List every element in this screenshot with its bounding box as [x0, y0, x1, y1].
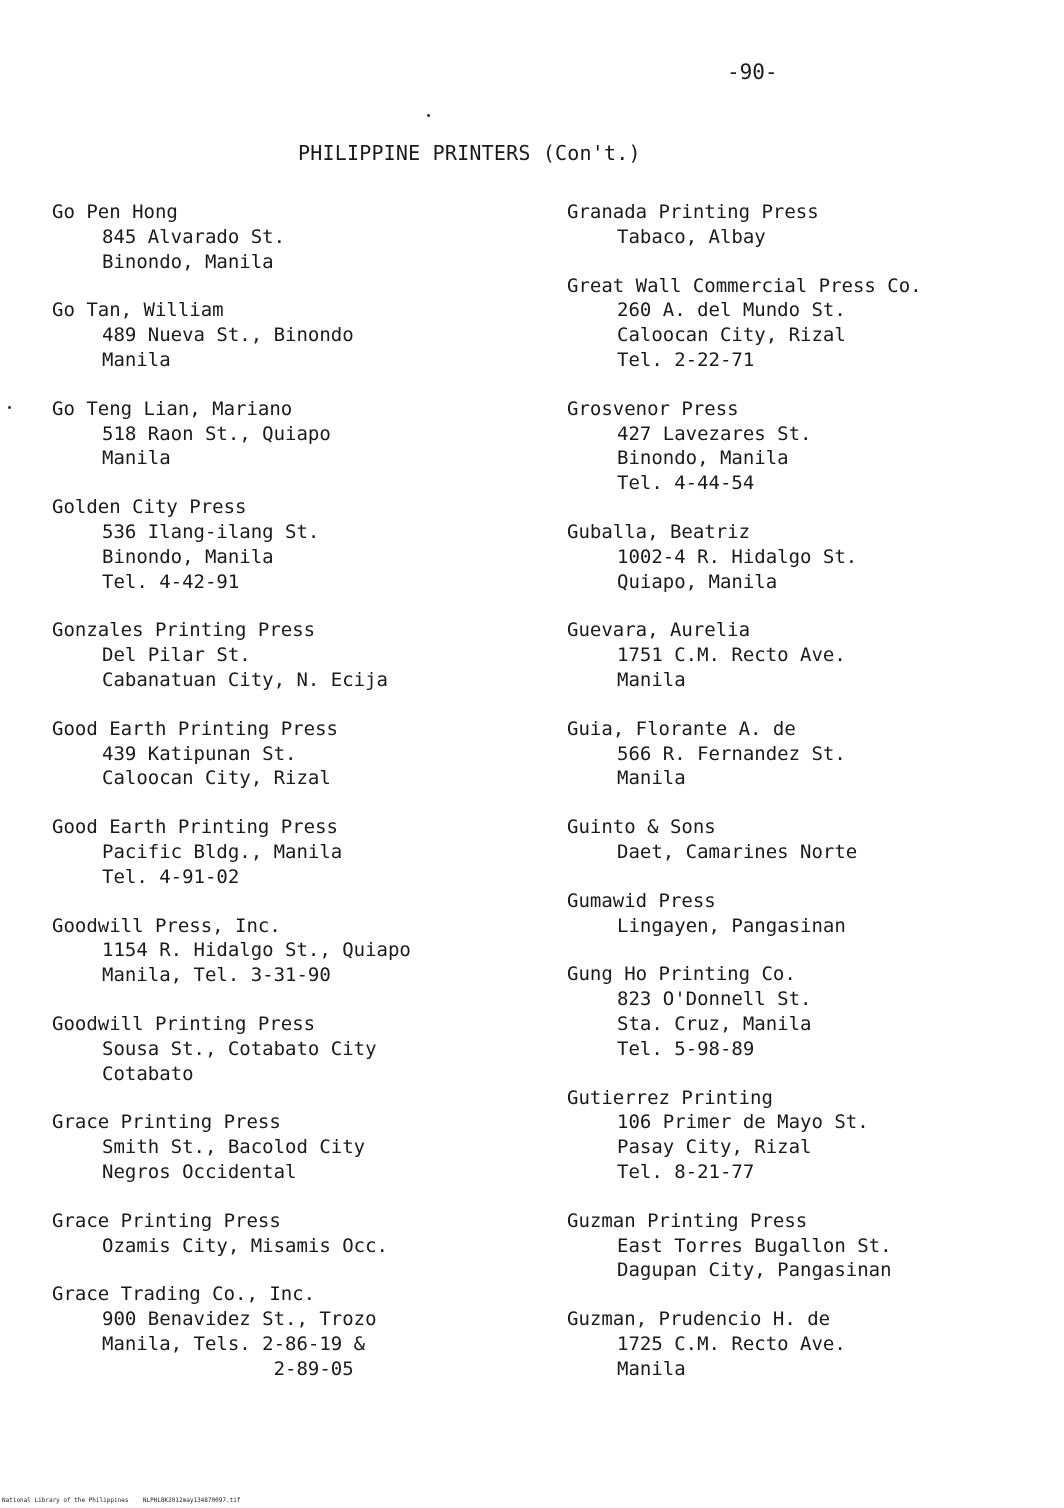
directory-entry [567, 962, 1037, 1061]
entry-address-line: 900 Benavidez St., Trozo [102, 1308, 377, 1331]
entry-address-line: Daet, Camarines Norte [617, 840, 858, 863]
entry-address-line: 260 A. del Mundo St. [617, 299, 846, 322]
left-column [52, 200, 502, 1405]
entry-name: Good Earth Printing Press [52, 816, 338, 839]
directory-entry [52, 1110, 502, 1184]
entry-address-line: 1725 C.M. Recto Ave. [617, 1332, 846, 1355]
entry-address-line: 2-89-05 [102, 1357, 354, 1380]
entry-address-line: Binondo, Manila [102, 545, 274, 568]
entry-name: Gutierrez Printing [567, 1086, 773, 1109]
entry-address-line: Tel. 4-91-02 [102, 865, 240, 888]
entry-address-line: Tel. 5-98-89 [617, 1037, 755, 1060]
directory-entry [52, 815, 502, 889]
entry-address-line: Manila [617, 1357, 686, 1380]
entry-name: Guinto & Sons [567, 816, 716, 839]
directory-entry [567, 1086, 1037, 1185]
entry-address-line: Binondo, Manila [617, 447, 789, 470]
entry-address-line: Caloocan City, Rizal [102, 767, 331, 790]
entry-name: Gumawid Press [567, 889, 716, 912]
entry-address-line: 427 Lavezares St. [617, 422, 812, 445]
entry-address-line: Manila, Tel. 3-31-90 [102, 964, 331, 987]
directory-entry [52, 298, 502, 372]
directory-entry [567, 200, 1037, 250]
entry-name: Goodwill Press, Inc. [52, 914, 281, 937]
entry-name: Gonzales Printing Press [52, 619, 316, 642]
entry-address-line: Negros Occidental [102, 1160, 297, 1183]
entry-address-line: Binondo, Manila [102, 250, 274, 273]
entry-address-line: 1154 R. Hidalgo St., Quiapo [102, 939, 411, 962]
entry-name: Guevara, Aurelia [567, 619, 751, 642]
entry-name: Grace Printing Press [52, 1209, 281, 1232]
directory-entry [567, 815, 1037, 865]
directory-entry [52, 200, 502, 274]
scan-speck [427, 114, 430, 117]
entry-address-line: 106 Primer de Mayo St. [617, 1111, 869, 1134]
entry-address-line: 489 Nueva St., Binondo [102, 324, 354, 347]
directory-entry [567, 397, 1037, 496]
entry-address-line: Lingayen, Pangasinan [617, 914, 846, 937]
entry-address-line: 823 O'Donnell St. [617, 988, 812, 1011]
entry-address-line: Manila [102, 348, 171, 371]
entry-address-line: Manila, Tels. 2-86-19 & [102, 1332, 366, 1355]
scan-speck [8, 406, 11, 409]
page-title: PHILIPPINE PRINTERS (Con't.) [298, 141, 641, 165]
entry-name: Grace Trading Co., Inc. [52, 1283, 316, 1306]
directory-entry [567, 1307, 1037, 1381]
directory-entry [52, 1012, 502, 1086]
entry-name: Golden City Press [52, 496, 247, 519]
entry-name: Granada Printing Press [567, 201, 819, 223]
directory-entry [567, 274, 1037, 373]
entry-address-line: Cotabato [102, 1062, 194, 1085]
entry-name: Guia, Florante A. de [567, 717, 796, 740]
entry-name: Guballa, Beatriz [567, 520, 751, 543]
entry-address-line: Tabaco, Albay [617, 225, 766, 248]
directory-entry [52, 397, 502, 471]
directory-entry [567, 717, 1037, 791]
directory-entry [567, 618, 1037, 692]
entry-address-line: 439 Katipunan St. [102, 742, 297, 765]
directory-entry [52, 717, 502, 791]
entry-address-line: Sousa St., Cotabato City [102, 1037, 377, 1060]
entry-address-line: Dagupan City, Pangasinan [617, 1259, 892, 1282]
entry-address-line: Manila [617, 767, 686, 790]
entry-address-line: 536 Ilang-ilang St. [102, 520, 320, 543]
entry-name: Grosvenor Press [567, 397, 739, 420]
entry-name: Go Tan, William [52, 299, 224, 322]
directory-entry [567, 1209, 1037, 1283]
entry-address-line: Manila [102, 447, 171, 470]
entry-address-line: Smith St., Bacolod City [102, 1136, 366, 1159]
directory-entry [567, 520, 1037, 594]
directory-entry [52, 1282, 502, 1381]
entry-address-line: Quiapo, Manila [617, 570, 778, 593]
entry-address-line: Manila [617, 668, 686, 691]
directory-entry [52, 618, 502, 692]
entry-name: Great Wall Commercial Press Co. [567, 274, 922, 297]
directory-entry [567, 889, 1037, 939]
entry-address-line: Tel. 4-42-91 [102, 570, 240, 593]
directory-entry [52, 914, 502, 988]
entry-address-line: Caloocan City, Rizal [617, 324, 846, 347]
entry-address-line: 845 Alvarado St. [102, 225, 286, 248]
entry-address-line: Pacific Bldg., Manila [102, 840, 343, 863]
entry-name: Go Pen Hong [52, 201, 178, 223]
entry-name: Guzman Printing Press [567, 1209, 808, 1232]
entry-address-line: 1751 C.M. Recto Ave. [617, 644, 846, 667]
entry-name: Grace Printing Press [52, 1111, 281, 1134]
entry-address-line: Pasay City, Rizal [617, 1136, 812, 1159]
entry-address-line: Cabanatuan City, N. Ecija [102, 668, 388, 691]
entry-name: Go Teng Lian, Mariano [52, 397, 293, 420]
footer-caption: National Library of the Philippines NLPHLBK2012may134870097.tif [2, 1497, 241, 1504]
entry-address-line: Tel. 2-22-71 [617, 348, 755, 371]
entry-address-line: East Torres Bugallon St. [617, 1234, 892, 1257]
entry-address-line: Ozamis City, Misamis Occ. [102, 1234, 388, 1257]
entry-address-line: Tel. 4-44-54 [617, 472, 755, 495]
directory-entry [52, 1209, 502, 1259]
entry-address-line: 518 Raon St., Quiapo [102, 422, 331, 445]
entry-name: Good Earth Printing Press [52, 717, 338, 740]
entry-address-line: 1002-4 R. Hidalgo St. [617, 545, 858, 568]
entry-address-line: Del Pilar St. [102, 644, 251, 667]
right-column [567, 200, 1037, 1405]
directory-entry [52, 495, 502, 594]
page-number: -90- [727, 60, 778, 84]
entry-name: Guzman, Prudencio H. de [567, 1308, 831, 1331]
entry-address-line: 566 R. Fernandez St. [617, 742, 846, 765]
entry-address-line: Tel. 8-21-77 [617, 1160, 755, 1183]
entry-address-line: Sta. Cruz, Manila [617, 1012, 812, 1035]
entry-name: Gung Ho Printing Co. [567, 963, 796, 986]
entry-name: Goodwill Printing Press [52, 1012, 316, 1035]
